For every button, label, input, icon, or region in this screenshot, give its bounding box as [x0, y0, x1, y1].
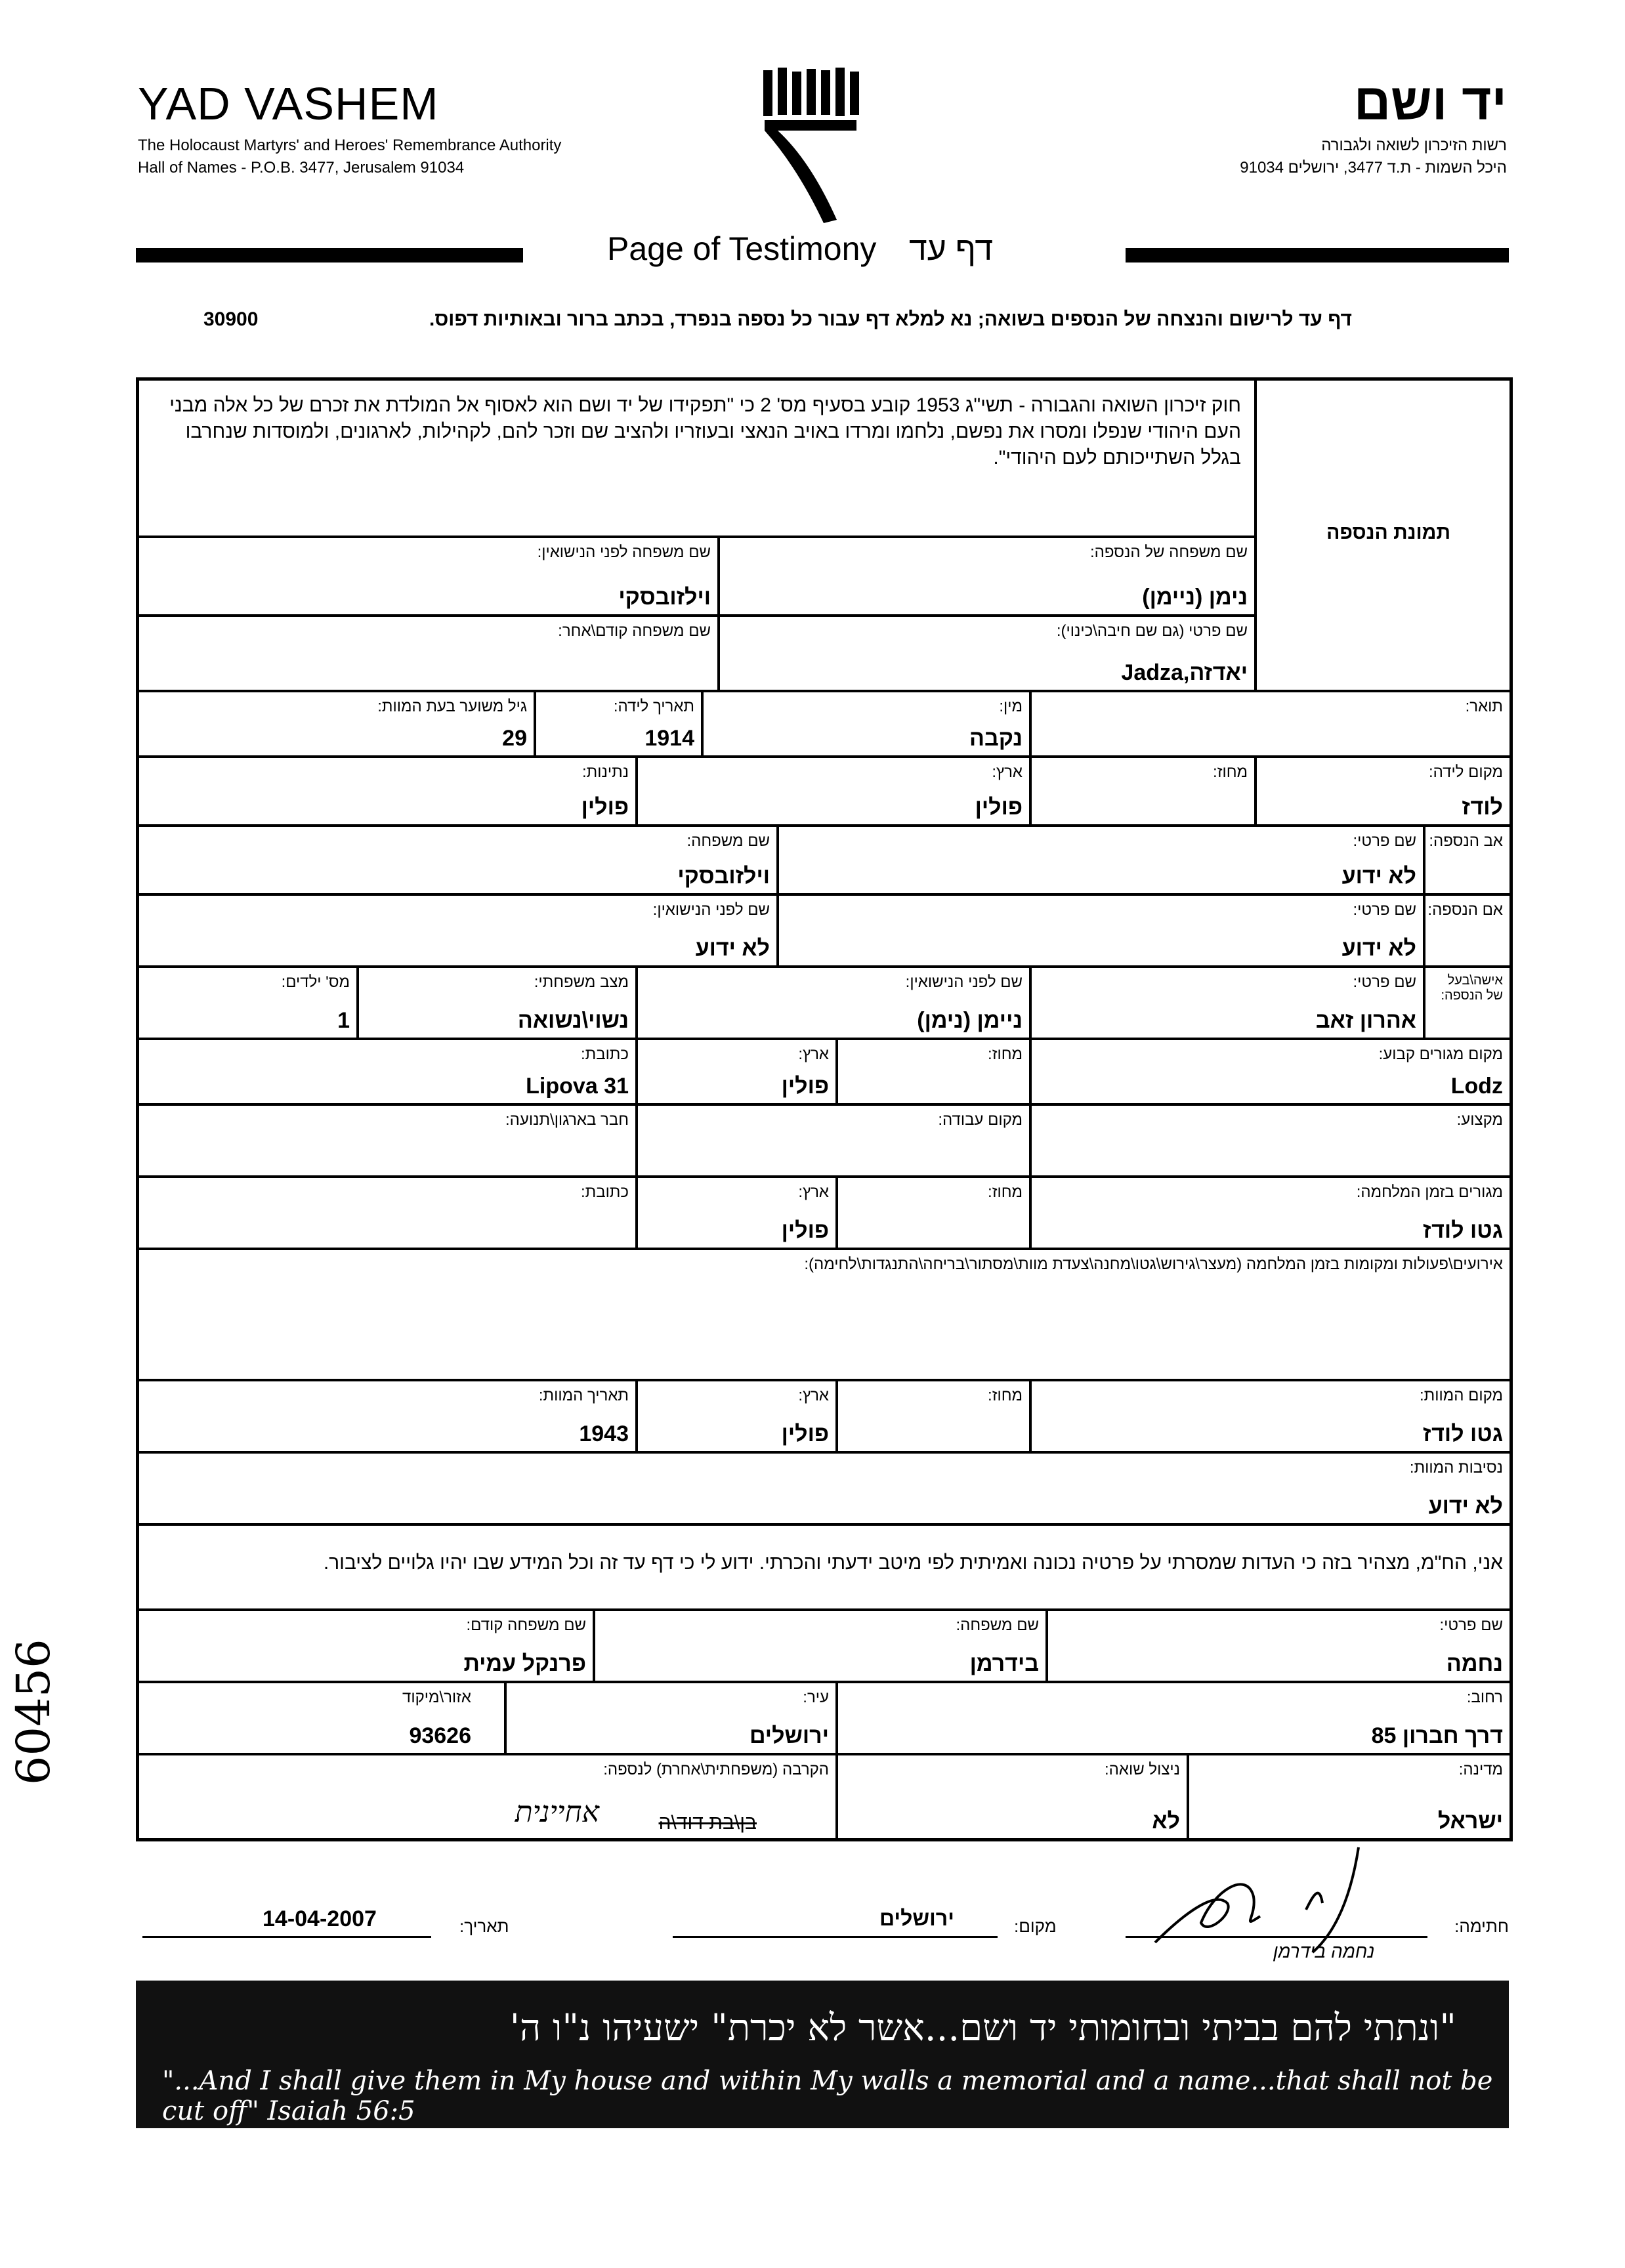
father-surname-value: וילזובסקי	[677, 864, 770, 889]
residence-country-label: ארץ:	[798, 1045, 829, 1063]
residence-country-field[interactable]	[637, 1039, 837, 1104]
victim-dob-label: תאריך לידה:	[613, 698, 694, 715]
signature-label: חתימה:	[1454, 1916, 1509, 1936]
date-label: תאריך:	[459, 1916, 509, 1936]
victim-maiden-field[interactable]	[138, 537, 719, 616]
submitter-first-field[interactable]	[1047, 1610, 1511, 1682]
declaration-text: אני, הח"מ, מצהיר בזה כי העדות שמסרתי על פרטיה נכונה ואמיתית לפי מיטב ידעתי והכרתי. ידוע לי כי דף עד זה וכל המידע שבו יהיו גלויים לציבור.	[323, 1552, 1503, 1574]
submitter-surname-field[interactable]	[594, 1610, 1047, 1682]
profession-label: מקצוע:	[1456, 1111, 1503, 1129]
residence-district-label: מחוז:	[988, 1045, 1023, 1063]
submitter-zip-label: אזור\מיקוד	[402, 1689, 471, 1706]
death-district-field[interactable]	[837, 1380, 1030, 1452]
victim-age-value: 29	[502, 726, 527, 751]
residence-address-value: Lipova 31	[526, 1074, 629, 1099]
wartime-address-label: כתובת:	[580, 1183, 629, 1201]
death-country-field[interactable]	[637, 1380, 837, 1452]
residence-address-field[interactable]	[138, 1039, 637, 1104]
spouse-row-label: אישה\בעל של הנספה:	[1441, 973, 1503, 1003]
relation-handwritten-value: אחיינית	[515, 1796, 599, 1829]
relation-field[interactable]	[138, 1754, 837, 1839]
victim-title-label: תואר:	[1465, 698, 1503, 715]
date-value: 14-04-2007	[263, 1906, 377, 1931]
en-subtitle-line2: Hall of Names - P.O.B. 3477, Jerusalem 91034	[138, 159, 465, 177]
residence-label: מקום מגורים קבוע:	[1378, 1045, 1503, 1063]
he-title: יד ושם	[1353, 73, 1507, 131]
survivor-value: לא	[1152, 1809, 1180, 1834]
death-date-label: תאריך המוות:	[538, 1387, 629, 1404]
mother-first-label: שם פרטי:	[1353, 901, 1416, 919]
survivor-label: ניצול שואה:	[1105, 1761, 1180, 1778]
submitter-city-value: ירושלים	[749, 1723, 829, 1748]
submitter-country-field[interactable]	[1188, 1754, 1511, 1839]
spouse-maiden-field[interactable]	[637, 967, 1030, 1039]
workplace-label: מקום עבודה:	[938, 1111, 1023, 1129]
nationality-label: נתינות:	[582, 763, 629, 781]
submitter-first-label: שם פרטי:	[1439, 1616, 1503, 1634]
submitter-city-field[interactable]	[505, 1682, 837, 1754]
form-number: 30900	[203, 308, 259, 330]
birthplace-label: מקום לידה:	[1428, 763, 1503, 781]
spouse-maiden-value: ניימן (נימן)	[917, 1008, 1023, 1033]
submitter-street-value: דרך חברון 85	[1371, 1723, 1503, 1748]
submitter-prev-field[interactable]	[138, 1610, 594, 1682]
death-circ-field[interactable]	[138, 1452, 1511, 1524]
birthplace-value: לודז	[1462, 795, 1503, 820]
victim-age-field[interactable]	[138, 691, 535, 757]
wartime-label: מגורים בזמן המלחמה:	[1356, 1183, 1503, 1201]
marital-status-label: מצב משפחתי:	[534, 973, 629, 991]
father-surname-field[interactable]	[138, 826, 778, 894]
photo-label: תמונת הנספה	[1326, 522, 1450, 543]
submitter-zip-field[interactable]	[138, 1682, 505, 1754]
victim-title-field[interactable]	[1030, 691, 1511, 757]
wartime-field[interactable]	[1030, 1177, 1511, 1249]
mother-first-value: לא ידוע	[1341, 936, 1416, 961]
relation-label: הקרבה (משפחתית\אחרת) לנספה:	[603, 1761, 829, 1778]
father-surname-label: שם משפחה:	[686, 832, 770, 850]
mother-maiden-value: לא ידוע	[695, 936, 770, 961]
mother-maiden-field[interactable]	[138, 894, 778, 967]
death-date-value: 1943	[579, 1421, 629, 1446]
testimony-form	[136, 377, 1513, 1841]
wartime-district-field[interactable]	[837, 1177, 1030, 1249]
submitter-prev-label: שם משפחה קודם:	[466, 1616, 586, 1634]
workplace-field[interactable]	[637, 1104, 1030, 1177]
residence-country-value: פולין	[781, 1074, 829, 1099]
wartime-country-field[interactable]	[637, 1177, 837, 1249]
death-country-value: פולין	[781, 1421, 829, 1446]
death-place-field[interactable]	[1030, 1380, 1511, 1452]
footer-hebrew-quote: "ונתתי להם בביתי ובחומותי יד ושם...אשר לא יכרת" ישעיהו נ"ו ה'	[509, 2007, 1456, 2049]
father-first-label: שם פרטי:	[1353, 832, 1416, 850]
he-subtitle-line1: רשות הזיכרון לשואה ולגבורה	[1321, 136, 1507, 154]
instruction-text: דף עד לרישום והנצחה של הנספים בשואה; נא למלא דף עבור כל נספה בנפרד, בכתב ברור ובאותיות דפוס.	[429, 308, 1352, 330]
side-number: 60456	[7, 1639, 60, 1785]
children-field[interactable]	[138, 967, 358, 1039]
spouse-maiden-label: שם לפני הנישואין:	[905, 973, 1023, 991]
birth-district-label: מחוז:	[1213, 763, 1248, 781]
father-first-field[interactable]	[778, 826, 1424, 894]
victim-first-value: יאדזה,Jadza	[1121, 660, 1248, 685]
submitter-prev-value: פרנקל עמית	[463, 1651, 586, 1676]
instruction-line	[203, 308, 1352, 331]
place-label: מקום:	[1014, 1916, 1057, 1936]
wartime-district-label: מחוז:	[988, 1183, 1023, 1201]
member-field[interactable]	[138, 1104, 637, 1177]
spouse-first-field[interactable]	[1030, 967, 1424, 1039]
photo-box[interactable]	[1256, 379, 1511, 691]
submitter-country-value: ישראל	[1437, 1809, 1503, 1834]
birthplace-field[interactable]	[1256, 757, 1511, 826]
mother-row-label: אם הנספה:	[1427, 901, 1503, 919]
death-place-label: מקום המוות:	[1419, 1387, 1503, 1404]
mother-first-field[interactable]	[778, 894, 1424, 967]
submitter-country-label: מדינה:	[1458, 1761, 1503, 1778]
victim-first-field[interactable]	[719, 616, 1256, 691]
submitter-street-label: רחוב:	[1466, 1689, 1503, 1706]
death-place-value: גטו לודז	[1423, 1421, 1503, 1446]
victim-gender-field[interactable]	[702, 691, 1030, 757]
spouse-first-value: אהרון זאב	[1315, 1008, 1416, 1033]
spouse-first-label: שם פרטי:	[1353, 973, 1416, 991]
birth-district-field[interactable]	[1030, 757, 1256, 826]
children-label: מס' ילדים:	[281, 973, 350, 991]
residence-value: Lodz	[1450, 1074, 1503, 1099]
submitter-city-label: עיר:	[803, 1689, 829, 1706]
footer-banner	[136, 1981, 1509, 2128]
submitter-street-field[interactable]	[837, 1682, 1511, 1754]
victim-age-label: גיל משוער בעת המוות:	[377, 698, 527, 715]
father-first-value: לא ידוע	[1341, 864, 1416, 889]
victim-maiden-value: וילזובסקי	[618, 585, 711, 610]
victim-surname-label: שם משפחה של הנספה:	[1089, 543, 1248, 561]
wartime-value: גטו לודז	[1423, 1218, 1503, 1243]
he-subtitle-line2: היכל השמות - ת.ד 3477, ירושלים 91034	[1240, 159, 1507, 177]
submitter-surname-label: שם משפחה:	[956, 1616, 1039, 1634]
relation-struck-value: בן\בת דוד\ה	[658, 1812, 757, 1834]
victim-dob-field[interactable]	[535, 691, 702, 757]
death-circ-value: לא ידוע	[1428, 1494, 1503, 1519]
father-row-label-cell	[1424, 826, 1511, 894]
signer-name: נחמה בידרמן	[1273, 1941, 1375, 1962]
victim-maiden-label: שם משפחה לפני הנישואין:	[537, 543, 711, 561]
submitter-first-value: נחמה	[1446, 1651, 1503, 1676]
nationality-value: פולין	[581, 795, 629, 820]
death-date-field[interactable]	[138, 1380, 637, 1452]
spouse-row-label-cell	[1424, 967, 1511, 1039]
residence-district-field[interactable]	[837, 1039, 1030, 1104]
death-district-label: מחוז:	[988, 1387, 1023, 1404]
birth-country-field[interactable]	[637, 757, 1030, 826]
profession-field[interactable]	[1030, 1104, 1511, 1177]
title-bar-left	[136, 248, 523, 262]
death-country-label: ארץ:	[798, 1387, 829, 1404]
father-row-label: אב הנספה:	[1429, 832, 1503, 850]
page-title-he: דף עד	[909, 230, 994, 267]
marital-status-field[interactable]	[358, 967, 637, 1039]
victim-prev-field[interactable]	[138, 616, 719, 691]
nationality-field[interactable]	[138, 757, 637, 826]
events-label: אירועים\פעולות ומקומות בזמן המלחמה (מעצר\גירוש\גטו\מחנה\צעדת מוות\מסתור\בריחה\התנגדות\לחימה):	[804, 1255, 1503, 1273]
law-text: חוק זיכרון השואה והגבורה - תשי"ג 1953 קובע בסעיף מס' 2 כי "תפקידו של יד ושם הוא לאסוף אל המולדת את זכרם של כל אלה מבני העם היהודי שנפלו ומסרו את נפשם, נלחמו ומרדו באויב הנאצי ובעוזריו ולהציב שם וזכר להם, לקהילות, לארגונים, ולמוסדות שנחרבו בגלל השתייכותם לעם היהודי".	[138, 379, 1256, 537]
residence-address-label: כתובת:	[580, 1045, 629, 1063]
en-subtitle-line1: The Holocaust Martyrs' and Heroes' Remembrance Authority	[138, 136, 562, 154]
birth-country-label: ארץ:	[992, 763, 1023, 781]
residence-field[interactable]	[1030, 1039, 1511, 1104]
mother-maiden-label: שם לפני הנישואין:	[652, 901, 770, 919]
marital-status-value: נשוי\נשואה	[517, 1008, 629, 1033]
en-subtitle	[138, 135, 561, 179]
events-field[interactable]	[138, 1249, 1511, 1380]
victim-gender-value: נקבה	[969, 726, 1023, 751]
title-bar-right	[1126, 248, 1509, 262]
place-line	[673, 1936, 998, 1938]
victim-surname-value: נימן (ניימן)	[1142, 585, 1248, 610]
mother-row-label-cell	[1424, 894, 1511, 967]
birth-country-value: פולין	[975, 795, 1023, 820]
victim-dob-value: 1914	[644, 726, 694, 751]
wartime-country-label: ארץ:	[798, 1183, 829, 1201]
victim-first-label: שם פרטי (גם שם חיבה\כינוי):	[1056, 622, 1248, 640]
wartime-country-value: פולין	[781, 1218, 829, 1243]
page-title-en: Page of Testimony	[607, 230, 877, 267]
victim-prev-label: שם משפחה קודם\אחר:	[558, 622, 711, 640]
children-value: 1	[337, 1008, 350, 1033]
date-line	[142, 1936, 431, 1938]
member-label: חבר בארגון\תנועה:	[505, 1111, 629, 1129]
submitter-surname-value: בידרמן	[969, 1651, 1039, 1676]
declaration-cell	[138, 1524, 1511, 1610]
victim-surname-field[interactable]	[719, 537, 1256, 616]
he-subtitle	[1240, 135, 1507, 179]
yad-vashem-logo	[758, 62, 863, 226]
place-value: ירושלים	[879, 1906, 954, 1930]
wartime-address-field[interactable]	[138, 1177, 637, 1249]
death-circ-label: נסיבות המוות:	[1409, 1459, 1503, 1477]
submitter-zip-value: 93626	[409, 1723, 471, 1748]
en-title: YAD VASHEM	[138, 78, 439, 129]
survivor-field[interactable]	[837, 1754, 1188, 1839]
footer-english-quote: "...And I shall give them in My house and within My walls a memorial and a name...that shall not be cut off" Isaiah 56:5	[162, 2066, 1493, 2126]
victim-gender-label: מין:	[999, 698, 1023, 715]
